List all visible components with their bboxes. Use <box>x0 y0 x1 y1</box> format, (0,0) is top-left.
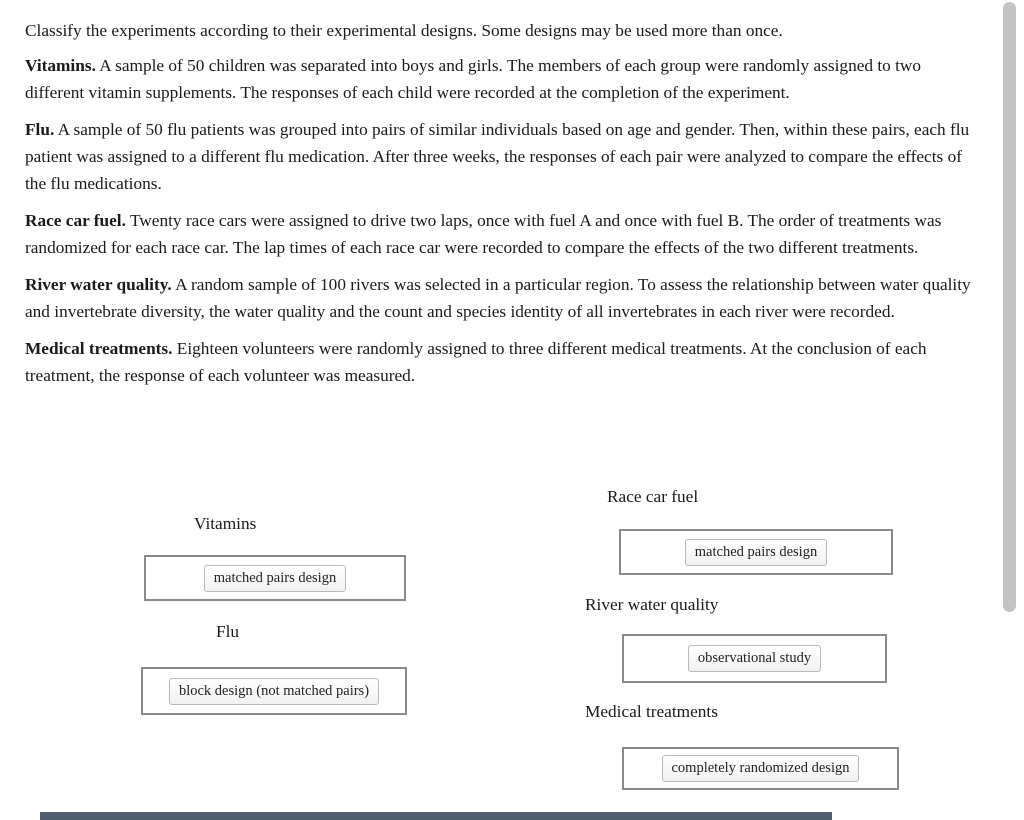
target-label-river-water-quality: River water quality <box>585 595 719 614</box>
target-label-medical-treatments: Medical treatments <box>585 702 718 721</box>
drop-target-flu[interactable] <box>141 667 407 715</box>
experiment-flu <box>25 116 975 197</box>
drop-target-race-car-fuel[interactable] <box>619 529 893 575</box>
drop-target-medical-treatments[interactable] <box>622 747 899 790</box>
experiment-description: A sample of 50 flu patients was grouped into pairs of similar individuals based on age and gender. Then, within these pairs, each flu patient was assigned to a different flu medication. After three weeks, the responses of each pair were analyzed to compare the effects of the flu medications. <box>25 120 970 193</box>
scrollbar-thumb[interactable] <box>1003 2 1016 612</box>
target-label-flu: Flu <box>216 622 240 641</box>
experiment-title: Race car fuel. <box>25 211 126 230</box>
experiment-title: Flu. <box>25 120 55 139</box>
experiment-river-water-quality <box>25 271 975 325</box>
answer-chip-vitamins[interactable]: matched pairs design <box>204 565 346 592</box>
experiment-title: Vitamins. <box>25 56 96 75</box>
experiment-description: Eighteen volunteers were randomly assigned to three different medical treatments. At the conclusion of each treatment, the response of each volunteer was measured. <box>25 339 927 385</box>
experiment-vitamins <box>25 52 975 106</box>
vertical-scrollbar[interactable] <box>1000 0 1024 820</box>
target-label-vitamins: Vitamins <box>194 514 257 533</box>
experiment-title: Medical treatments. <box>25 339 173 358</box>
experiment-description: A random sample of 100 rivers was selected in a particular region. To assess the relationship between water quality and invertebrate diversity, the water quality and the count and species identity of all invertebrates in each river were recorded. <box>25 275 971 321</box>
answer-chip-race-car-fuel[interactable]: matched pairs design <box>685 539 827 566</box>
experiment-description: A sample of 50 children was separated into boys and girls. The members of each group were randomly assigned to two different vitamin supplements. The responses of each child were recorded at the completion of the experiment. <box>25 56 922 102</box>
experiment-description: Twenty race cars were assigned to drive two laps, once with fuel A and once with fuel B. The order of treatments was randomized for each race car. The lap times of each race car were recorded to compare the effects of the two different treatments. <box>25 211 942 257</box>
instructions: Classify the experiments according to their experimental designs. Some designs may be used more than once. <box>25 21 783 40</box>
answer-chip-medical-treatments[interactable]: completely randomized design <box>662 755 860 782</box>
experiment-title: River water quality. <box>25 275 172 294</box>
experiment-medical-treatments <box>25 335 975 389</box>
bottom-toolbar-edge <box>40 812 832 820</box>
drop-target-river-water-quality[interactable] <box>622 634 887 683</box>
experiment-race-car-fuel <box>25 207 975 261</box>
answer-chip-flu[interactable]: block design (not matched pairs) <box>169 678 379 705</box>
drop-target-vitamins[interactable] <box>144 555 406 601</box>
target-label-race-car-fuel: Race car fuel <box>607 487 699 506</box>
question-text <box>25 17 975 399</box>
answer-chip-river-water-quality[interactable]: observational study <box>688 645 821 672</box>
